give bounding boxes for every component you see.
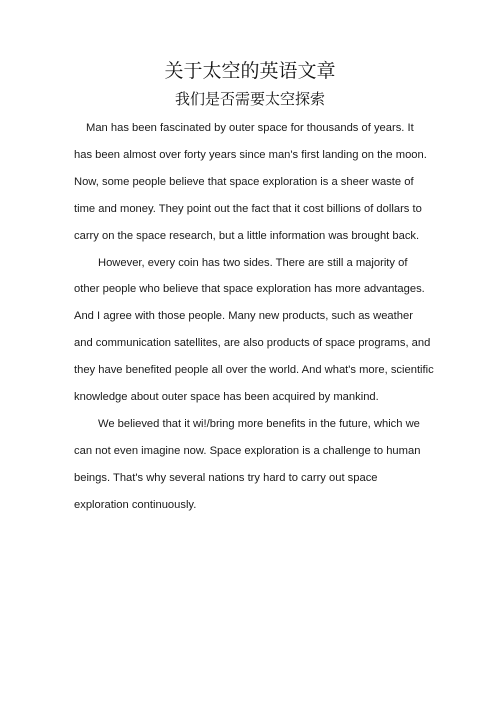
document-title: 关于太空的英语文章 <box>164 60 336 82</box>
document-body <box>74 115 434 519</box>
document-subtitle: 我们是否需要太空探索 <box>174 90 325 108</box>
paragraph-1: Man has been fascinated by outer space for thousands of years. It has been almost over forty years since man's first landing on the moon. Now, some people believe that space exploration is a sheer waste of time and money. They point out the fact that it cost billions of dollars to carry on the space research, but a little information was brought back. <box>74 122 427 242</box>
paragraph-3: We believed that it wi!/bring more benefits in the future, which we can not even imagine now. Space exploration is a challenge to human beings. That's why several nations try hard to carry out space exploration continuously. <box>74 417 421 511</box>
paragraph-2: However, every coin has two sides. There are still a majority of other people who believe that space exploration has more advantages. And I agree with those people. Many new products, such as weather and communication satellites, are also products of space programs, and they have benefited people all over the world. And what's more, scientific knowledge about outer space has been acquired by mankind. <box>74 256 434 404</box>
